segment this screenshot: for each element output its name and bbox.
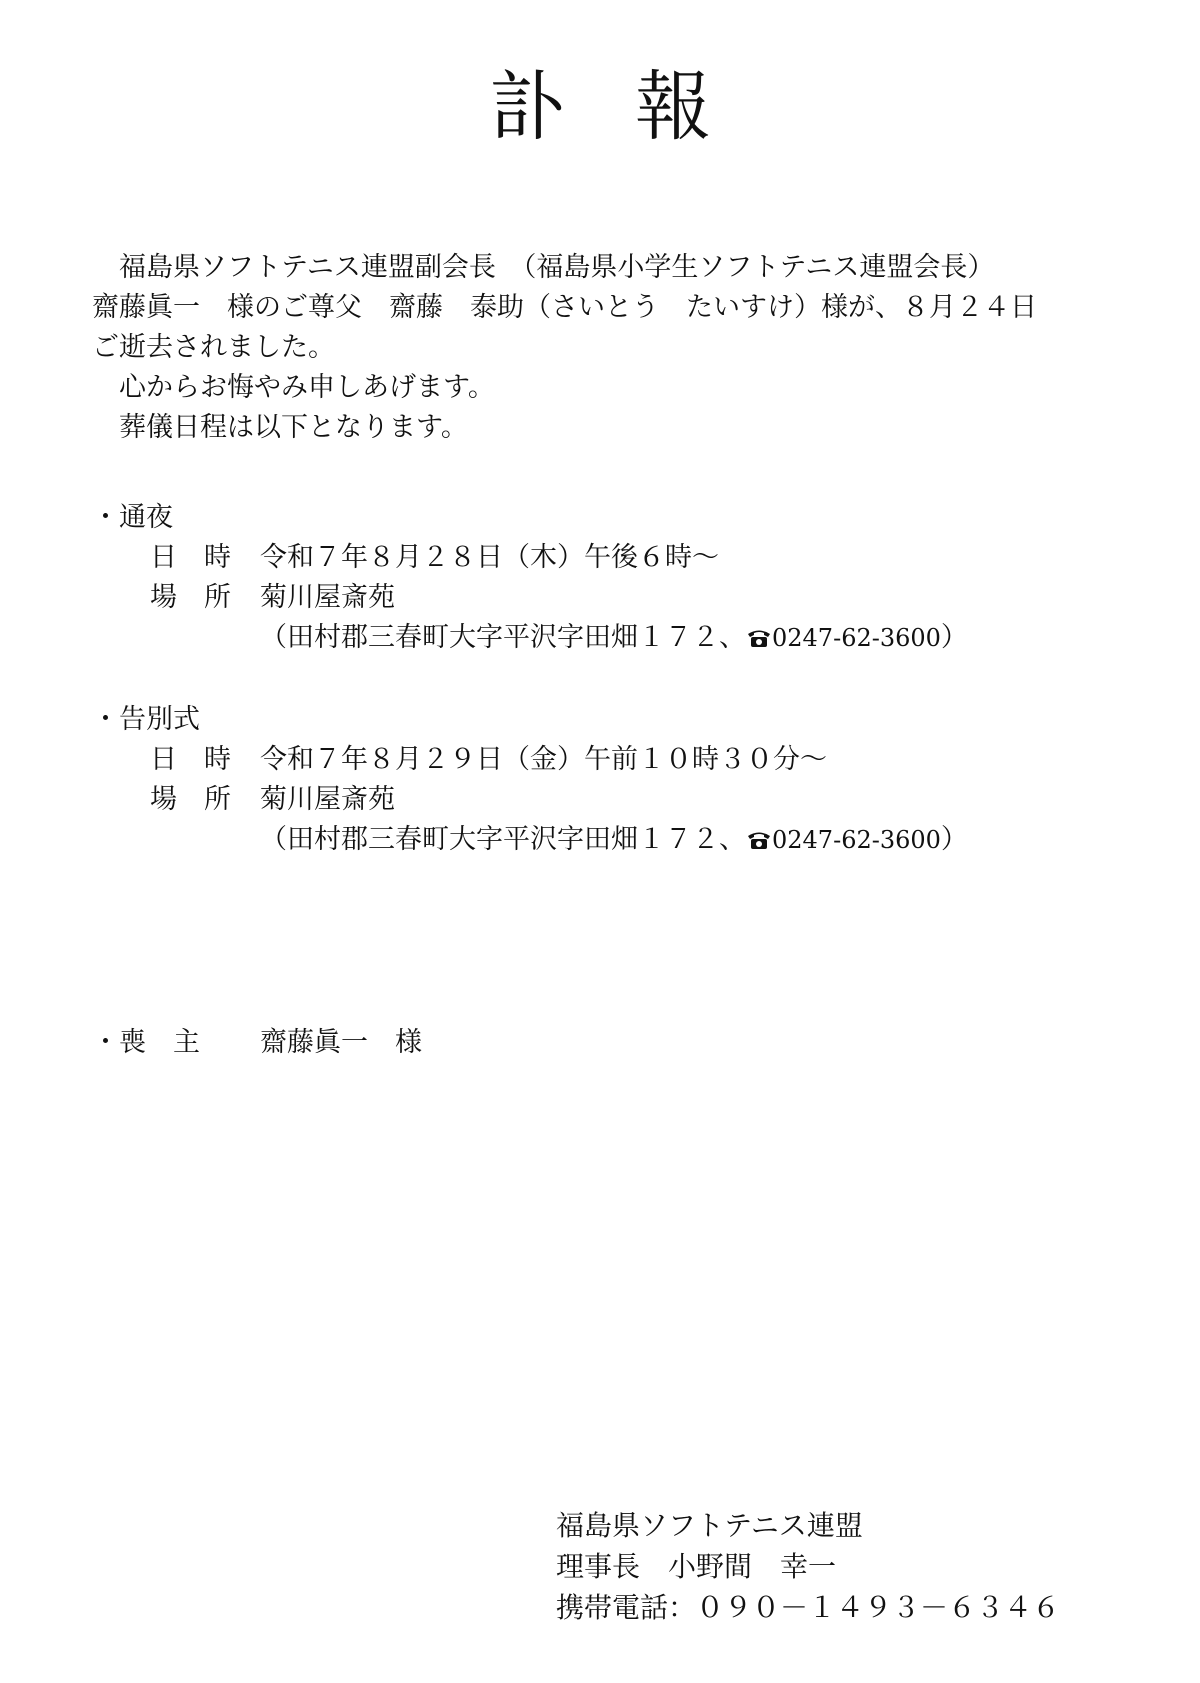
sender-org: 福島県ソフトテニス連盟 <box>556 1509 863 1542</box>
address-close: ） <box>940 622 968 653</box>
chief-mourner-name: 齋藤眞一 様 <box>260 1027 422 1058</box>
wake-place-row <box>92 578 968 618</box>
funeral-address <box>92 820 968 860</box>
sender-mobile: 携帯電話：０９０－１４９３－６３４６ <box>556 1591 1061 1624</box>
intro-text <box>92 248 1122 448</box>
datetime-value: 令和７年８月２９日（金）午前１０時３０分～ <box>260 744 827 775</box>
wake-heading: ・通夜 <box>92 502 173 533</box>
funeral-section <box>92 700 968 860</box>
chief-mourner-label: ・喪 主 <box>92 1027 200 1058</box>
tel-number: 0247-62-3600 <box>772 826 941 854</box>
sender-block <box>556 1505 1060 1628</box>
datetime-label: 日 時 <box>150 744 231 775</box>
phone-icon <box>746 627 772 649</box>
intro-line: 福島県ソフトテニス連盟副会長 （福島県小学生ソフトテニス連盟会長） <box>92 252 995 283</box>
place-value: 菊川屋斎苑 <box>260 582 395 613</box>
intro-line: ご逝去されました。 <box>92 332 335 363</box>
sender-director: 理事長 小野間 幸一 <box>556 1550 837 1583</box>
place-value: 菊川屋斎苑 <box>260 784 395 815</box>
funeral-datetime-row <box>92 740 968 780</box>
tel-number: 0247-62-3600 <box>772 624 941 652</box>
address-text: （田村郡三春町大字平沢字田畑１７２、 <box>260 824 746 855</box>
wake-section <box>92 498 968 658</box>
intro-line: 心からお悔やみ申しあげます。 <box>92 372 495 403</box>
place-label: 場 所 <box>150 582 231 613</box>
datetime-value: 令和７年８月２８日（木）午後６時～ <box>260 542 719 573</box>
intro-line: 齋藤眞一 様のご尊父 齋藤 泰助（さいとう たいすけ）様が、８月２４日 <box>92 292 1037 323</box>
funeral-place-row <box>92 780 968 820</box>
page-title: 訃報 <box>489 62 781 151</box>
place-label: 場 所 <box>150 784 231 815</box>
intro-line: 葬儀日程は以下となります。 <box>92 412 468 443</box>
address-close: ） <box>940 824 968 855</box>
chief-mourner-section <box>92 1023 422 1063</box>
funeral-heading: ・告別式 <box>92 704 200 735</box>
wake-datetime-row <box>92 538 968 578</box>
address-text: （田村郡三春町大字平沢字田畑１７２、 <box>260 622 746 653</box>
datetime-label: 日 時 <box>150 542 231 573</box>
phone-icon <box>746 829 772 851</box>
wake-address <box>92 618 968 658</box>
chief-mourner-row <box>92 1023 422 1063</box>
